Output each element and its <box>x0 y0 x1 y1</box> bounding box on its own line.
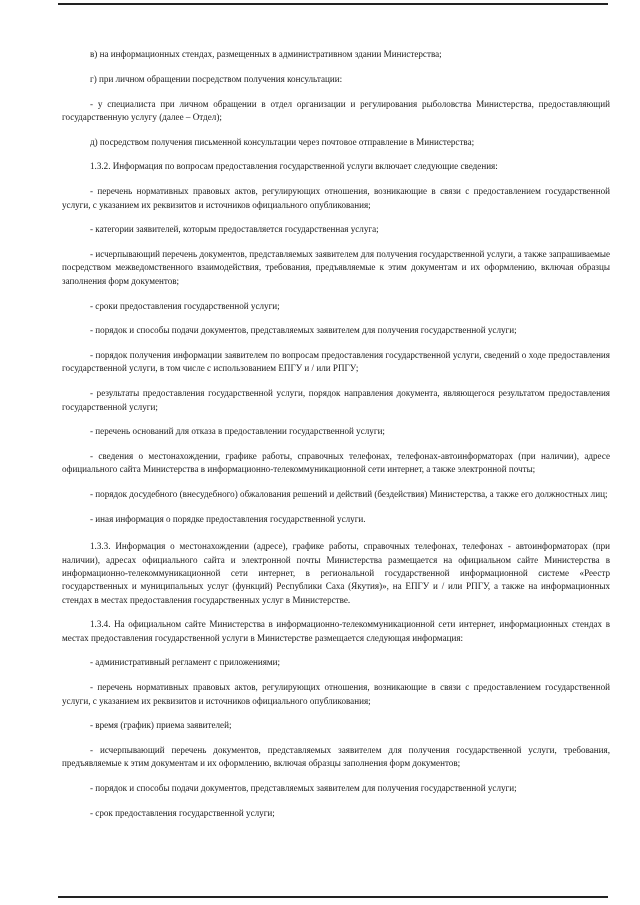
paragraph: 1.3.4. На официальном сайте Министерства в информационно-телекоммуникационной сети интернет, информационных стендах в местах предоставления государственной услуги в Министерстве размещается следующая информация: <box>62 619 610 643</box>
paragraph: - порядок и способы подачи документов, представляемых заявителем для получения государственной услуги; <box>90 325 517 336</box>
paragraph: - сроки предоставления государственной услуги; <box>90 300 280 311</box>
paragraph: - иная информация о порядке предоставления государственной услуги. <box>90 514 366 525</box>
paragraph: г) при личном обращении посредством получения консультации: <box>90 73 343 84</box>
header-rule <box>58 3 608 5</box>
paragraph: - порядок досудебного (внесудебного) обжалования решений и действий (бездействия) Министерства, а также его должностных лиц; <box>90 489 608 500</box>
paragraph: - перечень нормативных правовых актов, регулирующих отношения, возникающие в связи с предоставлением государственной услуги, с указанием их реквизитов и источников официального опубликования; <box>62 682 610 706</box>
paragraph: - категории заявителей, которым предоставляется государственная услуга; <box>90 224 379 235</box>
paragraph: 1.3.2. Информация по вопросам предоставления государственной услуги включает следующие сведения: <box>90 161 498 172</box>
paragraph: - срок предоставления государственной услуги; <box>90 807 275 818</box>
paragraph: - административный регламент с приложениями; <box>90 657 281 668</box>
paragraph: - порядок и способы подачи документов, представляемых заявителем для получения государственной услуги; <box>90 783 517 794</box>
footer-rule <box>58 896 608 898</box>
paragraph: - перечень оснований для отказа в предоставлении государственной услуги; <box>90 426 385 437</box>
paragraph: - сведения о местонахождении, графике работы, справочных телефонах, телефонах-автоинформаторах (при наличии), адресе официального сайта Министерства в информационно-телекоммуникационной сети интернет, а также электронной почты; <box>62 451 610 475</box>
paragraph: в) на информационных стендах, размещенных в административном здании Министерства; <box>90 49 442 59</box>
paragraph: - порядок получения информации заявителем по вопросам предоставления государственной услуги, сведений о ходе предоставления государственной услуги, в том числе с использованием ЕПГУ и / или РПГУ; <box>62 350 610 374</box>
paragraph: - результаты предоставления государственной услуги, порядок направления документа, являющегося результатом предоставления государственной услуги; <box>62 388 610 412</box>
paragraph: - перечень нормативных правовых актов, регулирующих отношения, возникающие в связи с предоставлением государственной услуги, с указанием их реквизитов и источников официального опубликования; <box>62 186 610 210</box>
paragraph: 1.3.3. Информация о местонахождении (адресе), графике работы, справочных телефонах, телефонах - автоинформаторах (при наличии), адресах официального сайта и электронной почты Министерства размещается на официальном сайте Министерства в информационно-телекоммуникационной сети интернет, в региональной государственной информационной системе «Реестр государственных и муниципальных услуг (функций) Республики Саха (Якутия)», на ЕПГУ и / или РПГУ, а также на информационных стендах в местах предоставления государственных услуг в Министерстве. <box>62 541 610 605</box>
paragraph: - исчерпывающий перечень документов, представляемых заявителем для получения государственной услуги, а также запрашиваемые посредством межведомственного взаимодействия, требования, предъявляемые к этим документам и их оформлению, включая образцы заполнения форм документов; <box>62 249 610 286</box>
paragraph: - у специалиста при личном обращении в отдел организации и регулирования рыболовства Министерства, предоставляющий государственную услугу (далее – Отдел); <box>62 98 610 122</box>
paragraph: д) посредством получения письменной консультации через почтовое отправление в Министерства; <box>90 136 475 147</box>
document-body <box>62 48 610 832</box>
paragraph: - время (график) приема заявителей; <box>90 720 232 731</box>
paragraph: - исчерпывающий перечень документов, представляемых заявителем для получения государственной услуги, требования, предъявляемые к этим документам и их оформлению, включая образцы заполнения форм документов; <box>62 745 610 769</box>
